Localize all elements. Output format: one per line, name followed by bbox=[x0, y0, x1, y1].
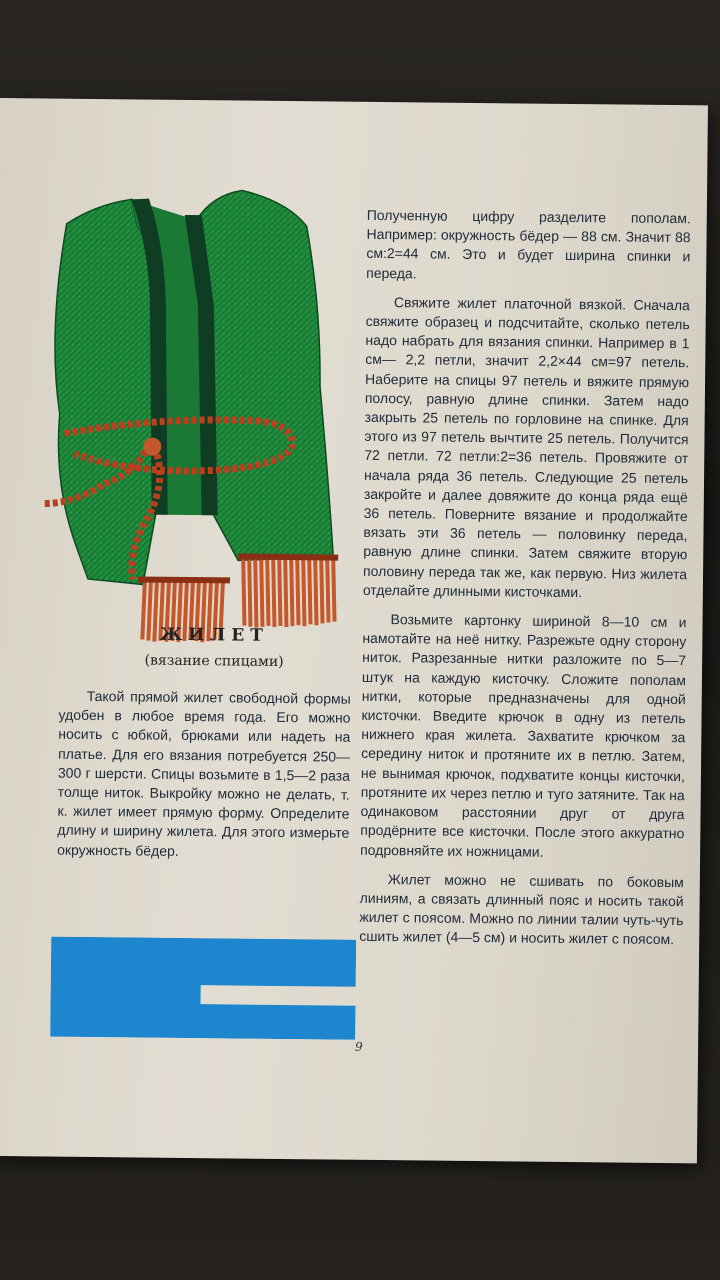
vest-illustration bbox=[32, 183, 357, 656]
left-column bbox=[57, 687, 351, 873]
article-title: ЖИЛЕТ bbox=[159, 624, 269, 646]
paragraph: Жилет можно не сшивать по боковым линиям, а связать длинный пояс и носить такой жилет с поясом. Можно по линии талии чуть-чуть сшить жилет (4—5 см) и носить жилет с поясом. bbox=[359, 870, 684, 948]
paragraph: Возьмите картонку шириной 8—10 см и намотайте на неё нитку. Разрежьте одну сторону ниток. Разрезанные нитки разложите по 5—7 штук на каждую кисточку. Сложите пополам нитки, которые предназначены для одной кисточки. Введите крючок в одну из петель нижнего края жилета. Захватите крючком за середину ниток и протяните их в петлю. Затем, не вынимая крючок, подхватите концы кисточки, протяните их через петлю и туго затяните. Так на одинаковом расстоянии друг от друга продёрните все кисточки. После этого аккуратно подровняйте их ножницами. bbox=[360, 611, 687, 860]
book-page bbox=[0, 98, 708, 1163]
blue-decorative-block bbox=[50, 937, 356, 1040]
fringe-right bbox=[242, 558, 335, 629]
article-subtitle: (вязание спицами) bbox=[144, 652, 284, 671]
paragraph: Такой прямой жилет свободной формы удобен в любое время года. Его можно носить с юбкой, брюками или надеть на платье. Для его вязания потребуется 250—300 г шерсти. Спицы возьмите в 1,5—2 раза толще ниток. Выкройку можно не делать, т. к. жилет имеет прямую форму. Определите длину и ширину жилета. Для этого измерьте окружность бёдер. bbox=[57, 687, 351, 859]
paragraph: Свяжите жилет платочной вязкой. Сначала свяжите образец и подсчитайте, сколько петель надо набрать для вязания спинки. Например в 1 см— 2,2 петли, значит 2,2×44 см=97 петель. Наберите на спицы 97 петель и вяжите прямую полосу, равную длине спинки. Затем надо закрыть 25 петель по горловине на спинке. Для этого из 97 петель вычтите 25 петель. Получится 72 петли. 72 петли:2=36 петель. Провяжите от начала ряда 36 петель. Следующие 25 петель закройте и далее довяжите до конца ряда ещё 36 петель. Поверните вязание и продолжайте вязать эти 36 петель — половинку переда, равную длине спинки. Затем свяжите вторую половину переда так же, как первую. Низ жилета отделайте длинными кисточками. bbox=[362, 293, 690, 600]
page-number: 9 bbox=[355, 1039, 363, 1054]
paragraph: Полученную цифру разделите пополам. Например: окружность бёдер — 88 см. Значит 88 см:2=44 см. Это и будет ширина спинки и переда. bbox=[366, 206, 691, 281]
right-column bbox=[359, 206, 691, 960]
